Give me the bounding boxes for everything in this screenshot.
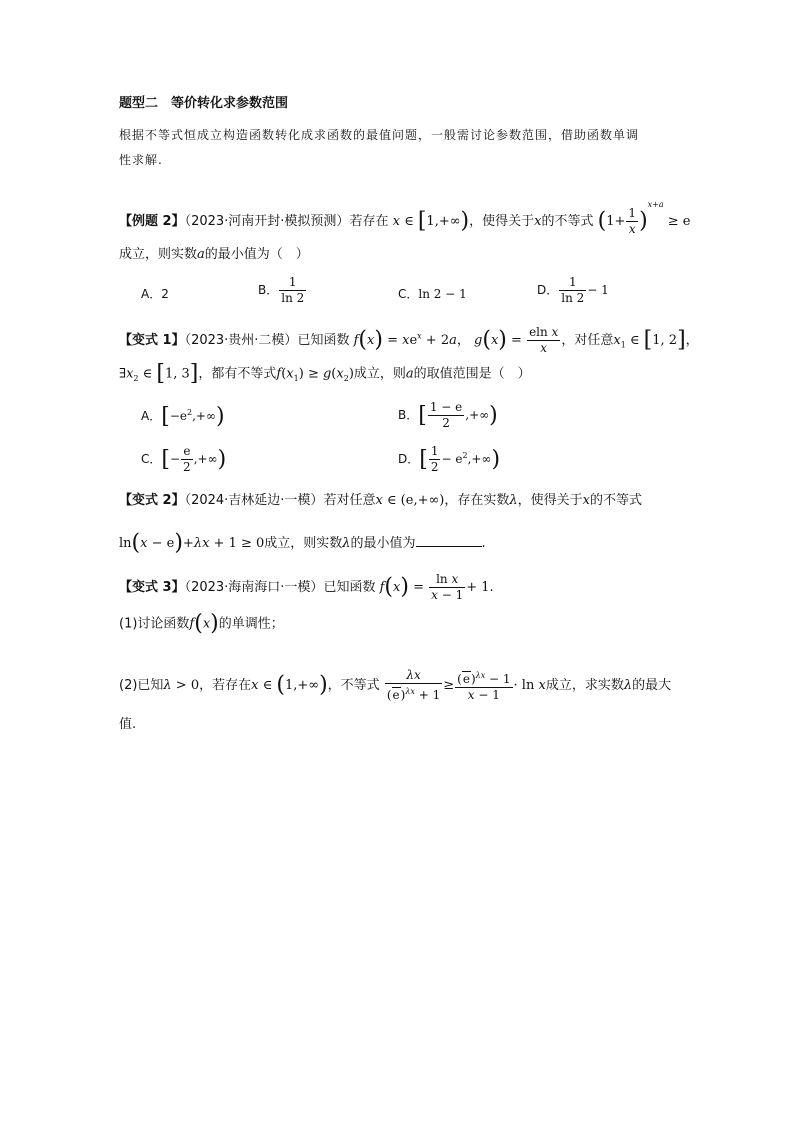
variant-1-label: 【变式 1】 xyxy=(119,333,185,348)
example-2-option-a: A．2 xyxy=(141,287,169,301)
example-2-option-c: C．ln 2 − 1 xyxy=(398,287,467,301)
variant-1-line-1: 【变式 1】（2023·贵州·二模）已知函数 $f(x) = xe^x + 2a$， g(x) = $\frac{\text{eln x}}{x}$ ，对任意$x_1$ ∈ [1, 2]， xyxy=(119,325,699,355)
intro-line-1: 根据不等式恒成立构造函数转化成求函数的最值问题，一般需讨论参数范围，借助函数单调 xyxy=(119,128,640,142)
example-2-label: 【例题 2】 xyxy=(119,214,185,229)
variant-3-label: 【变式 3】 xyxy=(119,580,185,595)
variant-3-line-1: 【变式 3】（2023·海南海口·一模）已知函数 f(x) = $\frac{\text{ln x}}{x - 1}$ + 1. xyxy=(119,572,494,602)
variant-1-line-2: $\exists x_2$ ∈ [1, 3]，都有不等式$f(x_1) \ge g(x_2)$成立，则a的取值范围是（ ） xyxy=(119,361,531,386)
variant-1-option-c: C．[− $\frac{e}{2}$ ,+∞) xyxy=(141,444,227,474)
variant-3-part-2: (2)已知λ > 0，若存在x ∈ (1,+∞)，不等式 $\frac{\lambda x}{(e)^{\lambda x} + 1}$ ≥ $\frac{(e)^{\lambda x} - 1}{x - 1}$ · ln x成立，求实数λ的最大 xyxy=(119,668,672,702)
variant-2-line-1: 【变式 2】（2024·吉林延边·一模）若对任意x ∈ (e,+∞)，存在实数λ，使得关于x的不等式 xyxy=(119,493,643,508)
variant-3-part-1: (1)讨论函数f(x)的单调性； xyxy=(119,611,284,636)
section-title: 题型二 等价转化求参数范围 xyxy=(119,96,289,111)
answer-blank[interactable] xyxy=(416,534,482,547)
example-2-line-2: 成立，则实数a的最小值为（ ） xyxy=(119,247,309,262)
variant-1-option-b: B．[ $\frac{1 - e}{2}$ ,+∞) xyxy=(398,400,498,430)
variant-3-part-2-end: 值. xyxy=(119,717,137,732)
variant-2-label: 【变式 2】 xyxy=(119,493,185,508)
variant-1-option-d: D．[ $\frac{1}{2}$ − $e^2,+\infty$) xyxy=(398,444,501,474)
intro-line-2: 性求解. xyxy=(119,153,163,167)
example-2-option-d: D． $\frac{1}{\ln 2}$ − 1 xyxy=(537,275,609,305)
example-2-line-1: 【例题 2】（2023·河南开封·模拟预测）若存在 x ∈ [1,+∞)，使得关于x的不等式 (1+ $\frac{1}{x}$ )$^{x+a}$ ≥ e xyxy=(119,200,691,236)
variant-1-option-a: A．$[-e^2,+\infty)$ xyxy=(141,404,225,429)
example-2-option-b: B． $\frac{1}{\ln 2}$ xyxy=(258,275,305,305)
variant-2-line-2: ln(x − e)+λx + 1 ≥ 0成立，则实数λ的最小值为 . xyxy=(119,530,486,556)
